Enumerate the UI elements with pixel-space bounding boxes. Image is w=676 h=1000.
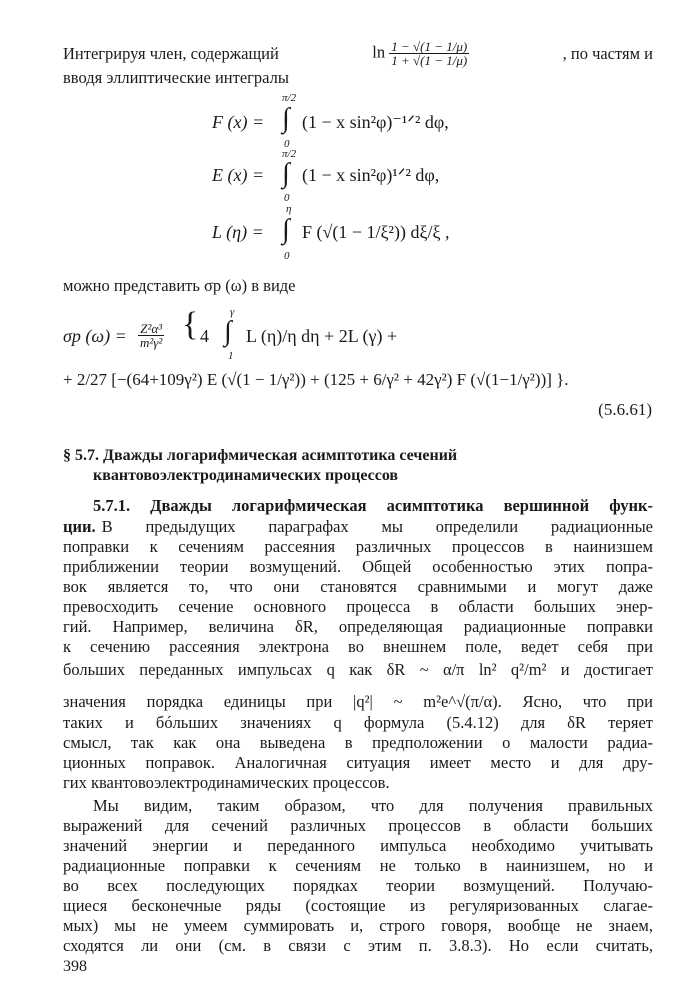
eq-F-lhs: F (x) =	[212, 112, 265, 132]
paragraph-2-line: Мы видим, таким образом, что для получения правильных	[93, 796, 653, 815]
ln-fraction-numerator: 1 − √(1 − 1/μ)	[391, 39, 468, 54]
subsection-line: вок является то, что они становятся сравнимыми и могут даже	[63, 577, 653, 596]
subsection-title-end: ции.	[63, 517, 96, 536]
section-title-line-1: § 5.7. Дважды логарифмическая асимптотика сечений	[63, 447, 458, 464]
subsection-line: значения порядка единицы при |q²| ~ m²e^√(π/α). Ясно, что при	[63, 692, 653, 711]
ln-fraction-denominator: 1 + √(1 − 1/μ)	[391, 53, 468, 68]
subsection-text-0: В предыдущих параграфах мы определили радиационные	[101, 517, 653, 536]
section-title-line-2: квантовоэлектродинамических процессов	[93, 467, 399, 484]
eq-F-rhs: (1 − x sin²φ)⁻¹ᐟ² dφ,	[302, 112, 449, 132]
subsection-line: поправки к сечениям рассеяния различных процессов в наинизшем	[63, 537, 653, 556]
paragraph-2-line: щиеся бесконечные ряды (состоящие из регуляризованных слагае-	[63, 896, 653, 915]
eq-sigma-coefficient	[138, 322, 164, 349]
eq-sigma-upper-limit: γ	[230, 306, 235, 318]
subsection-line: таких и бóльших значениях q формула (5.4.12) для δR теряет	[63, 713, 653, 732]
eq-sigma-integrand: L (η)/η dη + 2L (γ) +	[246, 326, 398, 346]
intro-text-a: Интегрируя член, содержащий	[63, 43, 279, 63]
page-number: 398	[63, 958, 87, 975]
subsection-line: гих квантовоэлектродинамических процессов.	[63, 773, 390, 792]
subsection-line: ционных поправок. Аналогичная ситуация имеет место и для дру-	[63, 753, 653, 772]
paragraph-2-line: сходятся ли они (см. в связи с этим п. 3.8.3). Но если считать,	[63, 936, 653, 955]
eq-sigma-coef-den: m²γ²	[140, 335, 163, 350]
subsection-line: гий. Например, величина δR, определяющая радиационные поправки	[63, 617, 653, 636]
intro-line-1	[63, 40, 653, 67]
subsection-line: смысл, так как она выведена в предположении о малости радиа-	[63, 733, 653, 752]
eq-L-integral-sign: ∫	[282, 214, 290, 245]
ln-fraction-expr	[372, 40, 469, 67]
eq-sigma-line-2: + 2/27 [−(64+109γ²) E (√(1 − 1/γ²)) + (125 + 6/γ² + 42γ²) F (√(1−1/γ²))] }.	[63, 370, 569, 389]
intro-text-b: , по частям и	[562, 43, 653, 63]
eq-E-upper-limit: π/2	[282, 148, 297, 160]
subsection-line: больших переданных импульсах q как δR ~ α/π ln² q²/m² и достигает	[63, 660, 653, 679]
subsection-title: 5.7.1. Дважды логарифмическая асимптотика вершинной функ-	[93, 496, 653, 515]
eq-sigma-lower-limit: 1	[228, 350, 234, 362]
paragraph-2-line: мых) мы не умеем суммировать и, строго говоря, вообще не знаем,	[63, 916, 653, 935]
eq-E-lhs: E (x) =	[212, 165, 265, 185]
subsection-line: превосходить сечение основного процесса в области больших энер-	[63, 597, 653, 616]
eq-E-lower-limit: 0	[284, 192, 290, 204]
eq-F-lower-limit: 0	[284, 138, 290, 150]
subsection-line: к сечению рассеяния электрона во внешнем поле, ведет себя при	[63, 637, 653, 656]
eq-E-rhs: (1 − x sin²φ)¹ᐟ² dφ,	[302, 165, 440, 185]
intro-line-2: вводя эллиптические интегралы	[63, 68, 289, 87]
subsection-line-0	[63, 517, 653, 537]
eq-sigma-brace-open: {	[182, 306, 199, 343]
eq-L-upper-limit: η	[286, 203, 292, 215]
subsection-line: приближении теории возмущений. Общей особенностью этих попра-	[63, 557, 653, 576]
eq-sigma-integral-sign: ∫	[224, 316, 232, 347]
eq-F-integral-sign: ∫	[282, 103, 290, 134]
eq-sigma-coef-num: Z²α³	[138, 322, 164, 336]
eq-F-upper-limit: π/2	[282, 92, 297, 104]
paragraph-2-line: выражений для сечений различных процессов в области больших	[63, 816, 653, 835]
eq-L-rhs: F (√(1 − 1/ξ²)) dξ/ξ ,	[302, 222, 450, 242]
eq-number: (5.6.61)	[598, 400, 652, 419]
eq-sigma-lhs: σp (ω) =	[63, 326, 127, 346]
paragraph-2-line: во всех последующих порядках теории возмущений. Получаю-	[63, 876, 653, 895]
eq-L-lower-limit: 0	[284, 250, 290, 262]
eq-L-lhs: L (η) =	[212, 222, 264, 242]
ln-label: ln	[372, 42, 386, 62]
paragraph-2-line: радиационные поправки к сечениям не только в наинизшем, но и	[63, 856, 653, 875]
sigma-intro: можно представить σp (ω) в виде	[63, 276, 296, 295]
eq-E-integral-sign: ∫	[282, 158, 290, 189]
paragraph-2-line: значений энергии и переданного импульса необходимо учитывать	[63, 836, 653, 855]
eq-sigma-four: 4	[200, 326, 209, 346]
ln-fraction	[389, 40, 469, 67]
